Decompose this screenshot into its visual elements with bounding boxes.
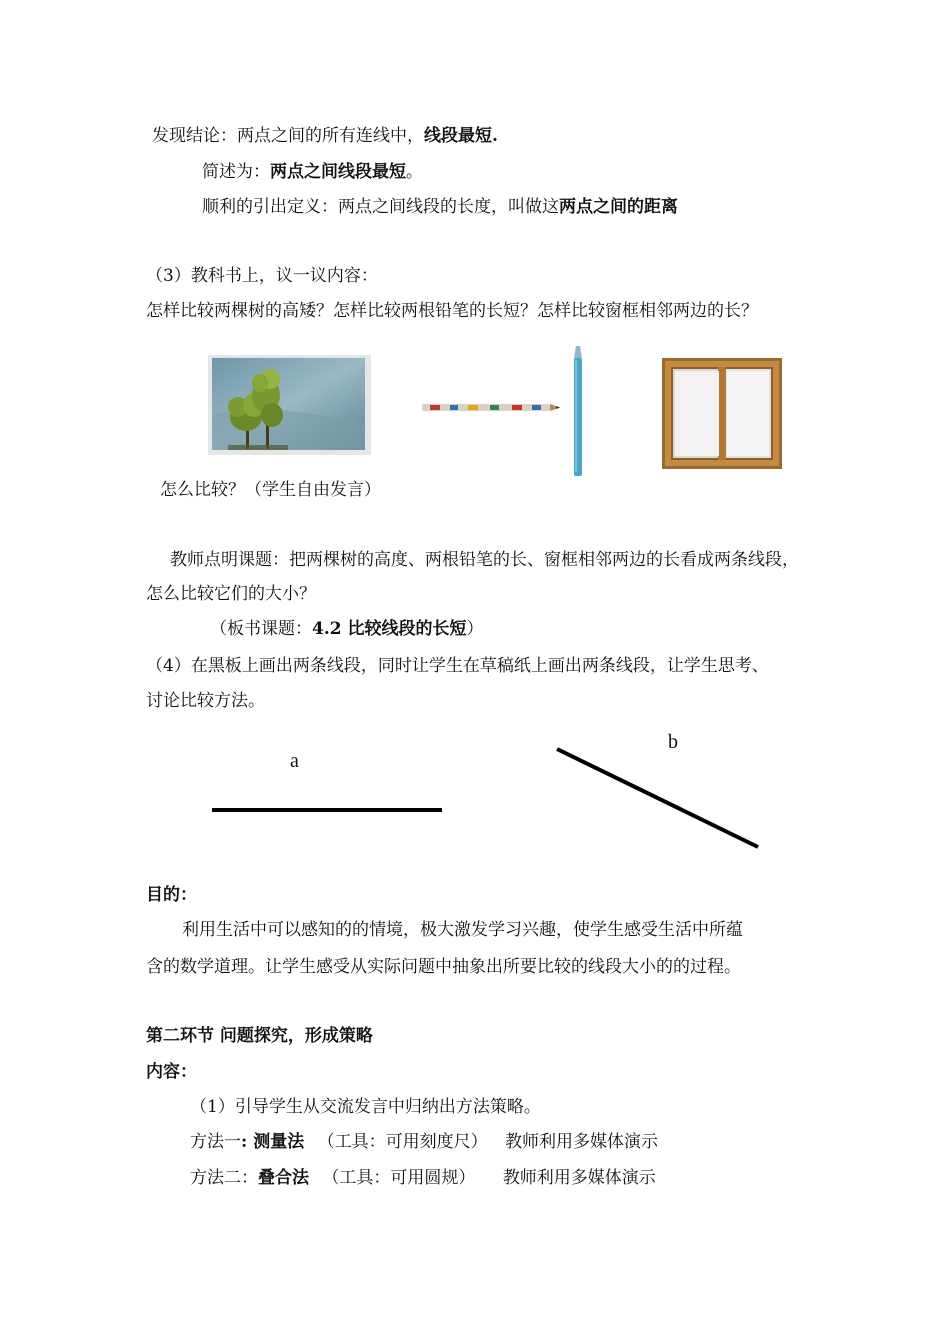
segment-b-label: b: [668, 731, 678, 753]
how-to-compare-line: 怎么比较？（学生自由发言）: [160, 480, 381, 500]
conclusion-line: 发现结论：两点之间的所有连线中，线段最短.: [152, 126, 498, 146]
topic-intro-line: 教师点明课题：把两棵树的高度、两根铅笔的长、窗框相邻两边的长看成两条线段，: [170, 550, 799, 570]
pencil-vertical-picture: [572, 346, 584, 478]
section-two-heading: 第二环节 问题探究，形成策略: [146, 1026, 373, 1046]
topic-question-line: 怎么比较它们的大小？: [146, 584, 316, 604]
purpose-line-2: 含的数学道理。让学生感受从实际问题中抽象出所要比较的线段大小的的过程。: [146, 957, 741, 977]
method-two-line: 方法二：叠合法 （工具：可用圆规） 教师利用多媒体演示: [190, 1168, 656, 1188]
segments-figure: [200, 740, 770, 855]
purpose-line-1: 利用生活中可以感知的的情境，极大激发学习兴趣，使学生感受生活中所蕴: [182, 920, 743, 940]
window-frame-picture: [662, 358, 782, 469]
content-heading: 内容：: [146, 1062, 197, 1082]
segment-b: [557, 749, 758, 847]
definition-line: 顺利的引出定义：两点之间线段的长度，叫做这两点之间的距离: [202, 197, 678, 217]
trees-picture: [208, 355, 371, 455]
pencil-horizontal-picture: [420, 402, 562, 413]
guide-line: （1）引导学生从交流发言中归纳出方法策略。: [190, 1097, 541, 1117]
questions-line: 怎样比较两棵树的高矮？怎样比较两根铅笔的长短？怎样比较窗框相邻两边的长？: [146, 301, 758, 321]
section-3-heading: （3）教科书上，议一议内容：: [146, 266, 378, 286]
segment-a-label: a: [290, 750, 299, 772]
method-one-line: 方法一: 测量法 （工具：可用刻度尺） 教师利用多媒体演示: [190, 1132, 659, 1152]
purpose-heading: 目的：: [146, 885, 197, 905]
discuss-line: 讨论比较方法。: [146, 691, 265, 711]
board-title-line: （板书课题：4.2 比较线段的长短）: [210, 619, 484, 639]
summary-line: 简述为：两点之间线段最短。: [202, 162, 423, 182]
section-4-line: （4）在黑板上画出两条线段，同时让学生在草稿纸上画出两条线段，让学生思考、: [146, 656, 769, 676]
